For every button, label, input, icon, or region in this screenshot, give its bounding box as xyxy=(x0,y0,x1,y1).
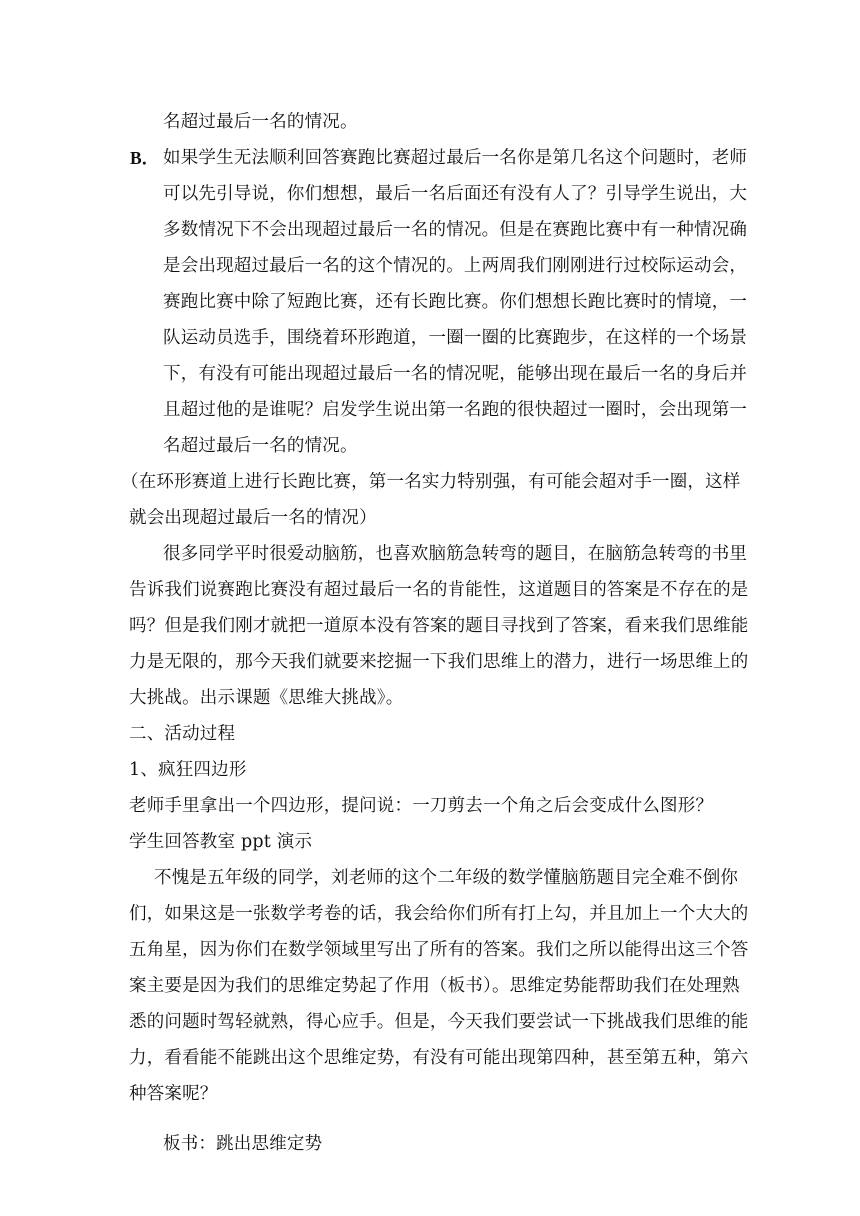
praise-paragraph-line: 力，看看能不能跳出这个思维定势，有没有可能出现第四种，甚至第五种，第六 xyxy=(129,1048,749,1068)
intro-paragraph-line: 大挑战。出示课题《思维大挑战》。 xyxy=(129,688,404,708)
item-b-line: 且超过他的是谁呢？启发学生说出第一名跑的很快超过一圈时，会出现第一 xyxy=(163,400,748,420)
subsection-heading: 1、疯狂四边形 xyxy=(129,760,247,780)
note-line: 就会出现超过最后一名的情况） xyxy=(129,508,377,528)
item-b-line: 名超过最后一名的情况。 xyxy=(163,436,358,456)
item-b-line: 是会出现超过最后一名的这个情况的。上两周我们刚刚进行过校际运动会， xyxy=(163,256,748,276)
intro-paragraph-line: 很多同学平时很爱动脑筋，也喜欢脑筋急转弯的题目，在脑筋急转弯的书里 xyxy=(163,544,748,564)
item-b-line: 下，有没有可能出现超过最后一名的情况呢，能够出现在最后一名的身后并 xyxy=(163,364,748,384)
praise-paragraph-line: 悉的问题时驾轻就熟，得心应手。但是，今天我们要尝试一下挑战我们思维的能 xyxy=(129,1012,749,1032)
praise-paragraph-line: 种答案呢？ xyxy=(129,1084,218,1104)
intro-paragraph-line: 吗？但是我们刚才就把一道原本没有答案的题目寻找到了答案，看来我们思维能 xyxy=(129,616,749,636)
praise-paragraph-line: 不愧是五年级的同学，刘老师的这个二年级的数学懂脑筋题目完全难不倒你 xyxy=(154,868,739,888)
question-line: 老师手里拿出一个四边形，提问说：一刀剪去一个角之后会变成什么图形？ xyxy=(129,796,714,816)
praise-paragraph-line: 案主要是因为我们的思维定势起了作用（板书）。思维定势能帮助我们在处理熟 xyxy=(129,976,740,996)
item-b-line: 队运动员选手，围绕着环形跑道，一圈一圈的比赛跑步，在这样的一个场景 xyxy=(163,328,748,348)
intro-paragraph-line: 力是无限的，那今天我们就要来挖掘一下我们思维上的潜力，进行一场思维上的 xyxy=(129,652,749,672)
demo-line: 学生回答教室 ppt 演示 xyxy=(129,832,313,852)
item-b-line: 赛跑比赛中除了短跑比赛，还有长跑比赛。你们想想长跑比赛时的情境，一 xyxy=(163,292,748,312)
note-line: （在环形赛道上进行长跑比赛，第一名实力特别强，有可能会超对手一圈，这样 xyxy=(121,472,741,492)
praise-paragraph-line: 们，如果这是一张数学考卷的话，我会给你们所有打上勾，并且加上一个大大的 xyxy=(129,904,749,924)
praise-paragraph-line: 五角星，因为你们在数学领域里写出了所有的答案。我们之所以能得出这三个答 xyxy=(129,940,749,960)
intro-paragraph-line: 告诉我们说赛跑比赛没有超过最后一名的肯能性，这道题目的答案是不存在的是 xyxy=(129,580,749,600)
item-b-line: 多数情况下不会出现超过最后一名的情况。但是在赛跑比赛中有一种情况确 xyxy=(163,220,748,240)
section-heading: 二、活动过程 xyxy=(129,724,236,744)
item-b-line: 如果学生无法顺利回答赛跑比赛超过最后一名你是第几名这个问题时，老师 xyxy=(163,148,748,168)
board-note: 板书：跳出思维定势 xyxy=(163,1134,323,1154)
paragraph-b-start: 名超过最后一名的情况。 xyxy=(163,112,358,132)
item-b-marker: B． xyxy=(130,148,160,168)
item-b-line: 可以先引导说，你们想想，最后一名后面还有没有人了？引导学生说出，大 xyxy=(163,184,748,204)
